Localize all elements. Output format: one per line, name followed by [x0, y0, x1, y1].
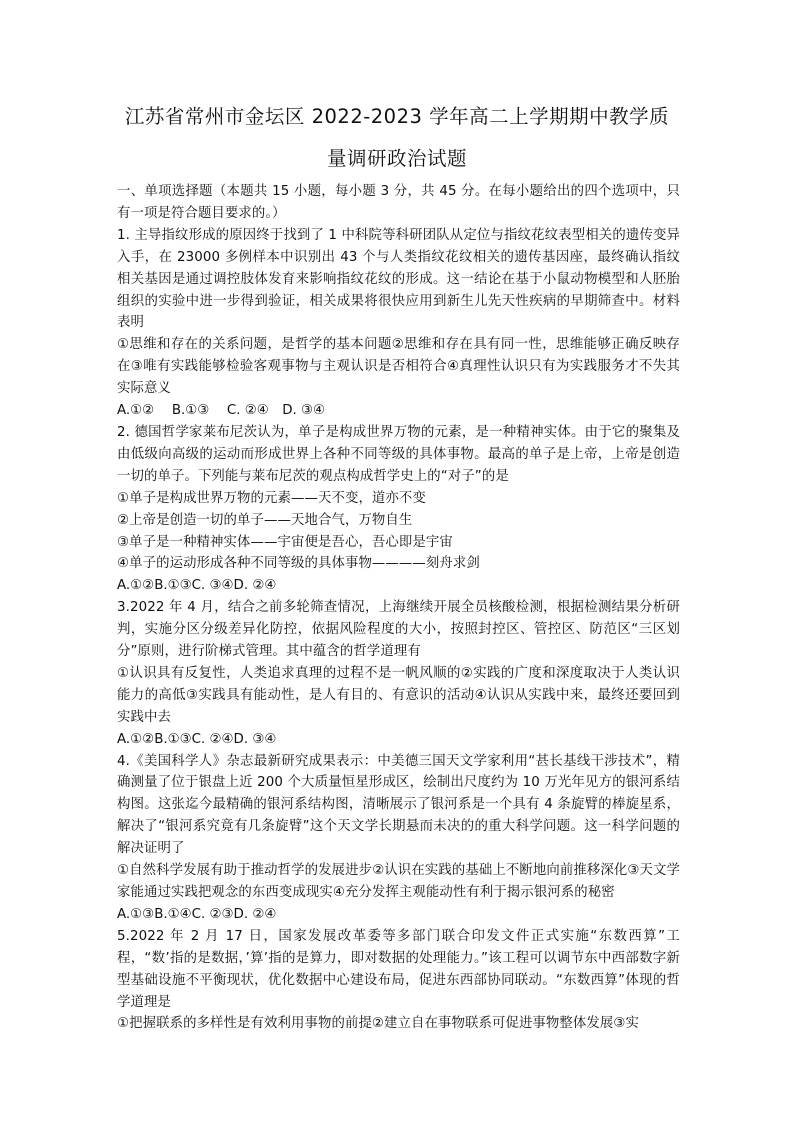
q2-statement-2: ②上帝是创造一切的单子——天地合气，万物自生: [117, 512, 413, 528]
q1-options: A.①② B.①③ C. ②④ D. ③④: [117, 403, 326, 419]
q1-statements: ①思维和存在的关系问题，是哲学的基本问题②思维和存在具有同一性，思维能够正确反映存在③唯有实践能够检验客观事物与主观认识是否相符合④真理性认识只有为实践服务才不失其实际意义: [117, 337, 680, 397]
q5-statements: ①把握联系的多样性是有效利用事物的前提②建立自在事物联系可促进事物整体发展③实: [117, 1016, 639, 1032]
exam-title-line-2: 量调研政治试题: [326, 147, 467, 170]
q2-stem: 2. 德国哲学家莱布尼茨认为，单子是构成世界万物的元素，是一种精神实体。由于它的聚集及由低级向高级的运动而形成世界上各种不同等级的具体事物。最高的单子是上帝，上帝是创造一切的单子。下列能与莱布尼茨的观点构成哲学史上的“对子”的是: [117, 424, 680, 484]
q3-statements: ①认识具有反复性，人类追求真理的过程不是一帆风顺的②实践的广度和深度取决于人类认识能力的高低③实践具有能动性，是人有目的、有意识的活动④认识从实践中来，最终还要回到实践中去: [117, 665, 680, 725]
q2-statement-4: ④单子的运动形成各种不同等级的具体事物————刻舟求剑: [117, 556, 480, 572]
exam-title-line-1: 江苏省常州市金坛区 2022-2023 学年高二上学期期中教学质: [124, 105, 670, 128]
q4-options: A.①③B.①④C. ②③D. ②④: [117, 906, 277, 922]
q3-options: A.①②B.①③C. ②④D. ③④: [117, 731, 277, 747]
q2-statement-3: ③单子是一种精神实体——宇宙便是吾心，吾心即是宇宙: [117, 534, 453, 550]
q4-stem: 4.《美国科学人》杂志最新研究成果表示：中美德三国天文学家利用“甚长基线干涉技术”，精确测量了位于银盘上近 200 个大质量恒星形成区，绘制出尺度约为 10 万光年见方的银河系结构图。这张迄今最精确的银河系结构图，清晰展示了银河系是一个具有 4 条旋臂的棒旋星系，解决了“银河系究竟有几条旋臂”这个天文学长期悬而未决的的重大科学问题。这一科学问题的解决证明了: [117, 753, 680, 857]
q1-stem: 1. 主导指纹形成的原因终于找到了 1 中科院等科研团队从定位与指纹花纹表型相关的遗传变异入手，在 23000 多例样本中识别出 43 个与人类指纹花纹相关的遗传基因座，最终确认指纹相关基因是通过调控肢体发育来影响指纹花纹的形成。这一结论在基于小鼠动物模型和人胚胎组织的实验中进一步得到验证，相关成果将很快应用到新生儿先天性疾病的早期筛查中。材料表明: [117, 227, 680, 331]
q2-statement-1: ①单子是构成世界万物的元素——天不变，道亦不变: [117, 490, 426, 506]
q4-statements: ①自然科学发展有助于推动哲学的发展进步②认识在实践的基础上不断地向前推移深化③天文学家能通过实践把观念的东西变成现实④充分发挥主观能动性有利于揭示银河系的秘密: [117, 863, 680, 900]
section-heading: 一、单项选择题（本题共 15 小题，每小题 3 分，共 45 分。在每小题给出的四个选项中，只有一项是符合题目要求的。）: [117, 184, 680, 221]
exam-body: [117, 181, 680, 1035]
q5-stem: 5.2022 年 2 月 17 日，国家发展改革委等多部门联合印发文件正式实施“东数西算”工程，“数’指的是数据，’算’指的是算力，即对数据的处理能力。”该工程可以调节东中西部数字新型基础设施不平衡现状，优化数据中心建设布局，促进东西部协同联动。“东数西算”体现的哲学道理是: [117, 928, 680, 1010]
q2-options: A.①②B.①③C. ③④D. ②④: [117, 578, 277, 594]
q3-stem: 3.2022 年 4 月，结合之前多轮筛查情况，上海继续开展全员核酸检测，根据检测结果分析研判，实施分区分级差异化防控，依据风险程度的大小，按照封控区、管控区、防范区“三区划分”原则，进行阶梯式管理。其中蕴含的哲学道理有: [117, 600, 680, 660]
